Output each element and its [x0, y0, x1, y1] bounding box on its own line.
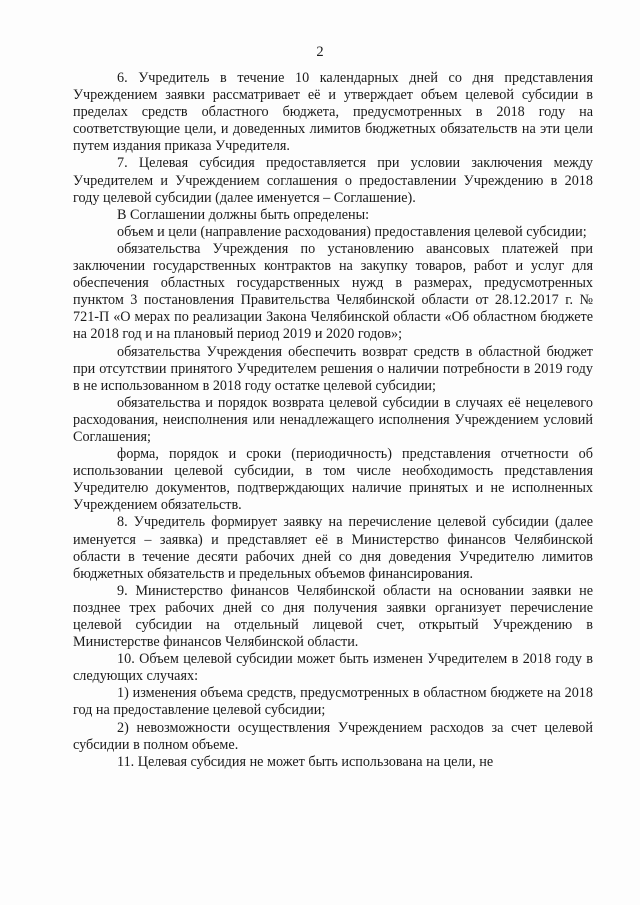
paragraph-item-6: 6. Учредитель в течение 10 календарных дней со дня представления Учреждением заявки рассматривает её и утверждает объем целевой субсидии в пределах средств областного бюджета, предусмотренных в 2018 году на соответствующие цели, и доведенных лимитов бюджетных обязательств на эти цели путем издания приказа Учредителя.: [73, 70, 593, 155]
agreement-condition-misuse: обязательства и порядок возврата целевой субсидии в случаях её нецелевого расходования, неисполнения или ненадлежащего исполнения Учреждением условий Соглашения;: [73, 394, 593, 445]
agreement-condition-volume: объем и цели (направление расходования) предоставления целевой субсидии;: [117, 223, 587, 240]
paragraph-item-7: 7. Целевая субсидия предоставляется при условии заключения между Учредителем и Учреждением соглашения о предоставлении Учреждению в 2018 году целевой субсидии (далее именуется – Соглашение).: [73, 155, 593, 206]
agreement-condition-return-funds: обязательства Учреждения обеспечить возврат средств в областной бюджет при отсутствии принятого Учредителем решения о наличии потребности в 2019 году в не использованном в 2018 году остатке целевой субсидии;: [73, 343, 593, 394]
subitem-2: 2) невозможности осуществления Учреждением расходов за счет целевой субсидии в полном объеме.: [73, 719, 593, 753]
agreement-condition-advance-payments: обязательства Учреждения по установлению авансовых платежей при заключении государственных контрактов на закупку товаров, работ и услуг для обеспечения областных государственных нужд в размерах, предусмотренных пунктом 3 постановления Правительства Челябинской области от 28.12.2017 г. № 721-П «О мерах по реализации Закона Челябинской области «Об областном бюджете на 2018 год и на плановый период 2019 и 2020 годов»;: [73, 240, 593, 343]
document-body: [73, 70, 593, 771]
agreement-condition-reporting: форма, порядок и сроки (периодичность) представления отчетности об использовании целевой субсидии, в том числе необходимость представления Учредителю документов, подтверждающих наличие принятых и не исполненных Учреждением обязательств.: [73, 446, 593, 514]
subitem-1: 1) изменения объема средств, предусмотренных в областном бюджете на 2018 год на предоставление целевой субсидии;: [73, 685, 593, 719]
paragraph-item-10: 10. Объем целевой субсидии может быть изменен Учредителем в 2018 году в следующих случаях:: [73, 651, 593, 685]
paragraph-item-11: 11. Целевая субсидия не может быть использована на цели, не: [117, 753, 494, 770]
agreement-intro: В Соглашении должны быть определены:: [117, 206, 370, 223]
paragraph-item-8: 8. Учредитель формирует заявку на перечисление целевой субсидии (далее именуется – заявка) и представляет её в Министерство финансов Челябинской области в течение десяти рабочих дней со дня доведения Учредителю лимитов бюджетных обязательств и предельных объемов финансирования.: [73, 514, 593, 582]
page-number: 2: [316, 44, 324, 60]
paragraph-item-9: 9. Министерство финансов Челябинской области на основании заявки не позднее трех рабочих дней со дня получения заявки организует перечисление целевой субсидии на отдельный лицевой счет, открытый Учреждению в Министерстве финансов Челябинской области.: [73, 582, 593, 651]
